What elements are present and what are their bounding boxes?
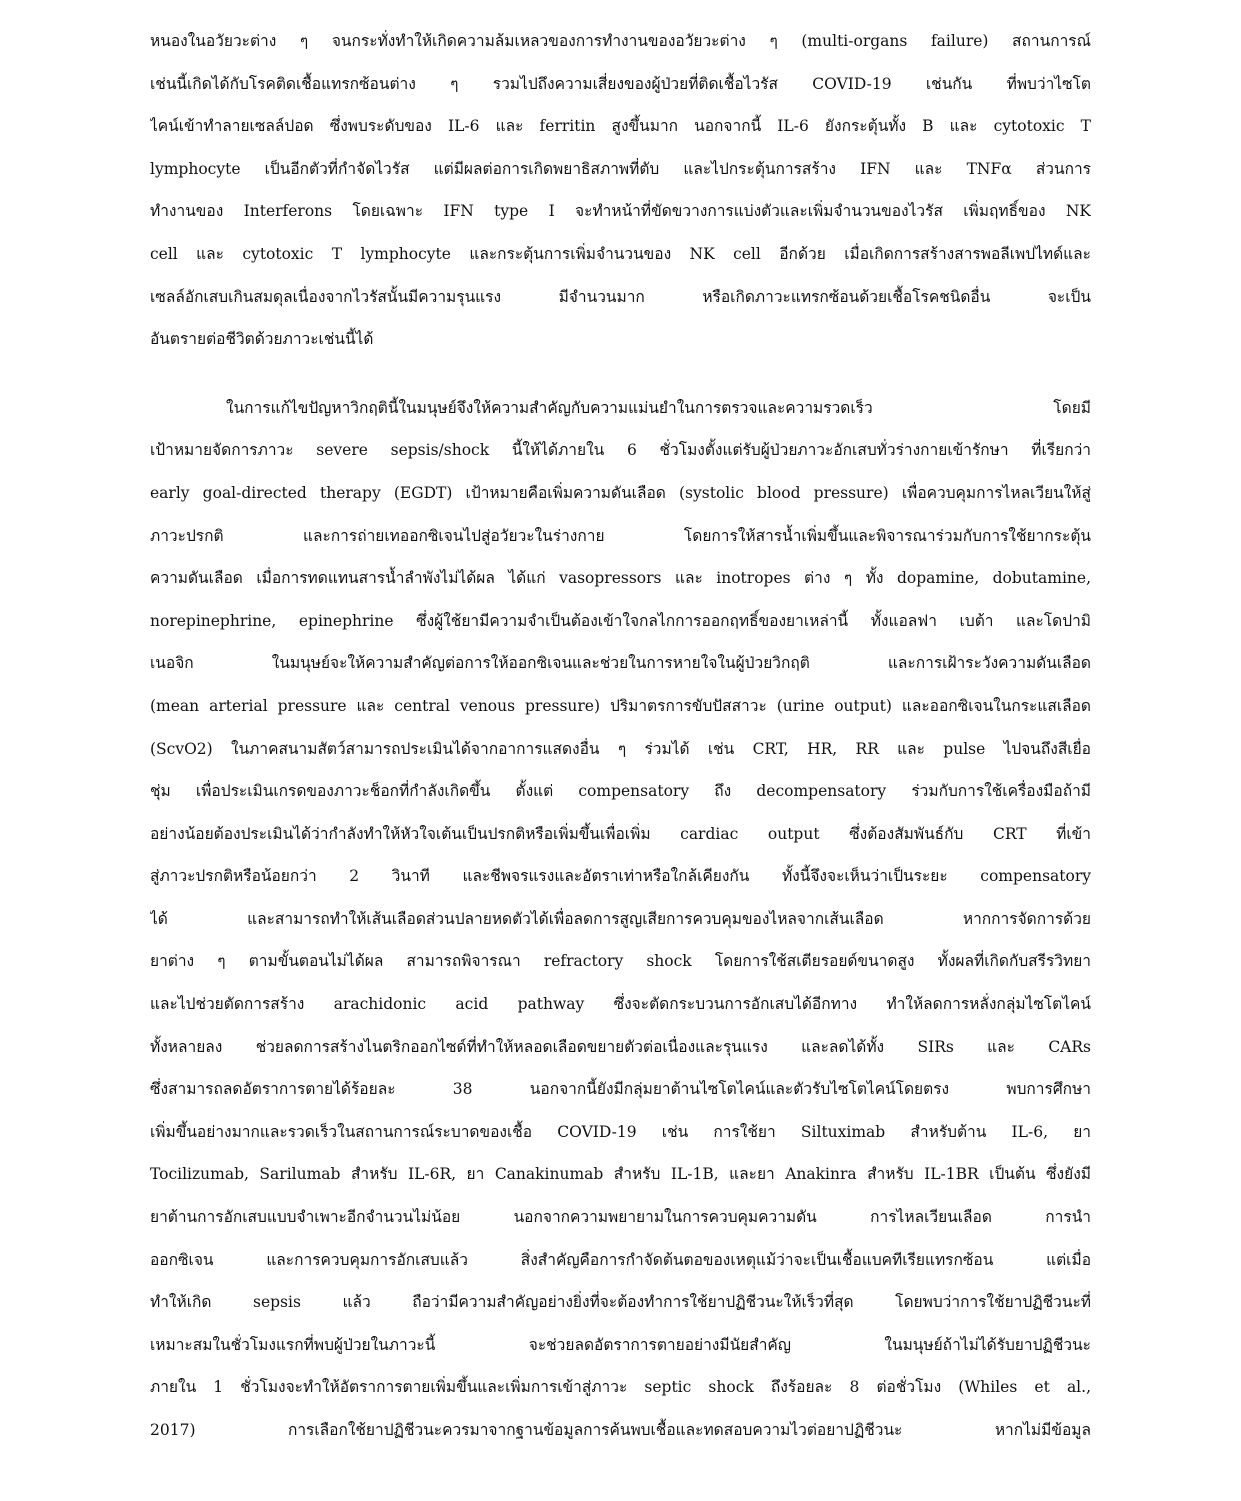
text-line: และไปช่วยตัดการสร้าง arachidonic acid pathway ซึ่งจะตัดกระบวนการอักเสบได้อีกทาง ทำให้ลดการหลั่งกลุ่มไซโตไคน์ bbox=[150, 995, 1091, 1014]
text-line: 2017) การเลือกใช้ยาปฏิชีวนะควรมาจากฐานข้อมูลการค้นพบเชื้อและทดสอบความไวต่อยาปฏิชีวนะ หากไม่มีข้อมูล bbox=[150, 1421, 1091, 1439]
text-line: norepinephrine, epinephrine ซึ่งผู้ใช้ยามีความจำเป็นต้องเข้าใจกลไกการออกฤทธิ์ของยาเหล่านี้ ทั้งแอลฟา เบต้า และโดปามิ bbox=[150, 611, 1091, 630]
paragraph-2 bbox=[150, 387, 1091, 1452]
text-line: ภายใน 1 ชั่วโมงจะทำให้อัตราการตายเพิ่มขึ้นและเพิ่มการเข้าสู่ภาวะ septic shock ถึงร้อยละ 8 ต่อชั่วโมง (Whiles et al., bbox=[150, 1378, 1091, 1397]
text-line: ความดันเลือด เมื่อการทดแทนสารน้ำลำพังไม่ได้ผล ได้แก่ vasopressors และ inotropes ต่าง ๆ ทั้ง dopamine, dobutamine, bbox=[150, 569, 1091, 588]
text-line: (ScvO2) ในภาคสนามสัตว์สามารถประเมินได้จากอาการแสดงอื่น ๆ ร่วมได้ เช่น CRT, HR, RR และ pulse ไปจนถึงสีเยื่อ bbox=[150, 739, 1091, 758]
text-line: ซึ่งสามารถลดอัตราการตายได้ร้อยละ 38 นอกจากนี้ยังมีกลุ่มยาต้านไซโตไคน์และตัวรับไซโตไคน์โดยตรง พบการศึกษา bbox=[150, 1080, 1091, 1099]
text-line: อย่างน้อยต้องประเมินได้ว่ากำลังทำให้หัวใจเต้นเป็นปรกติหรือเพิ่มขึ้นเพื่อเพิ่ม cardiac output ซึ่งต้องสัมพันธ์กับ CRT ที่เข้า bbox=[150, 824, 1091, 843]
text-line: ยาต่าง ๆ ตามขั้นตอนไม่ได้ผล สามารถพิจารณา refractory shock โดยการใช้สเตียรอยด์ขนาดสูง ทั้งผลที่เกิดกับสรีรวิทยา bbox=[150, 952, 1091, 971]
text-line: (mean arterial pressure และ central venous pressure) ปริมาตรการขับปัสสาวะ (urine output) และออกซิเจนในกระแสเลือด bbox=[150, 696, 1091, 715]
text-line: ทำให้เกิด sepsis แล้ว ถือว่ามีความสำคัญอย่างยิ่งที่จะต้องทำการใช้ยาปฏิชีวนะให้เร็วที่สุด โดยพบว่าการใช้ยาปฏิชีวนะที่ bbox=[150, 1293, 1091, 1312]
text-line: ทั้งหลายลง ช่วยลดการสร้างไนตริกออกไซด์ที่ทำให้หลอดเลือดขยายตัวต่อเนื่องและรุนแรง และลดได้ทั้ง SIRs และ CARs bbox=[150, 1037, 1091, 1056]
text-line: เหมาะสมในชั่วโมงแรกที่พบผู้ป่วยในภาวะนี้ จะช่วยลดอัตราการตายอย่างมีนัยสำคัญ ในมนุษย์ถ้าไม่ได้รับยาปฏิชีวนะ bbox=[150, 1335, 1091, 1354]
text-line: ได้ และสามารถทำให้เส้นเลือดส่วนปลายหดตัวได้เพื่อลดการสูญเสียการควบคุมของไหลจากเส้นเลือด หากการจัดการด้วย bbox=[150, 909, 1091, 928]
text-line: ไคน์เข้าทำลายเซลล์ปอด ซึ่งพบระดับของ IL-6 และ ferritin สูงขึ้นมาก นอกจากนี้ IL-6 ยังกระตุ้นทั้ง B และ cytotoxic T bbox=[150, 117, 1091, 136]
text-line: ทำงานของ Interferons โดยเฉพาะ IFN type I จะทำหน้าที่ขัดขวางการแบ่งตัวและเพิ่มจำนวนของไวรัส เพิ่มฤทธิ์ของ NK bbox=[150, 202, 1091, 221]
text-line: lymphocyte เป็นอีกตัวที่กำจัดไวรัส แต่มีผลต่อการเกิดพยาธิสภาพที่ตับ และไปกระตุ้นการสร้าง IFN และ TNFα ส่วนการ bbox=[150, 159, 1091, 178]
text-line: เพิ่มขึ้นอย่างมากและรวดเร็วในสถานการณ์ระบาดของเชื้อ COVID-19 เช่น การใช้ยา Siltuximab สำหรับต้าน IL-6, ยา bbox=[150, 1122, 1091, 1141]
text-line: cell และ cytotoxic T lymphocyte และกระตุ้นการเพิ่มจำนวนของ NK cell อีกด้วย เมื่อเกิดการสร้างสารพอลีเพปไทด์และ bbox=[150, 244, 1091, 263]
text-line: สู่ภาวะปรกติหรือน้อยกว่า 2 วินาที และชีพจรแรงและอัตราเท่าหรือใกล้เคียงกัน ทั้งนี้จึงจะเห็นว่าเป็นระยะ compensatory bbox=[150, 867, 1091, 886]
paragraph-spacer bbox=[150, 361, 1091, 387]
text-line-indented: ในการแก้ไขปัญหาวิกฤตินี้ในมนุษย์จึงให้ความสำคัญกับความแม่นยำในการตรวจและความรวดเร็ว โดยมี bbox=[226, 398, 1091, 417]
document-page bbox=[150, 20, 1091, 1452]
text-line: ออกซิเจน และการควบคุมการอักเสบแล้ว สิ่งสำคัญคือการกำจัดต้นตอของเหตุแม้ว่าจะเป็นเชื้อแบคทีเรียแทรกซ้อน แต่เมื่อ bbox=[150, 1250, 1091, 1269]
text-line: อันตรายต่อชีวิตด้วยภาวะเช่นนี้ได้ bbox=[150, 330, 374, 349]
text-line: ภาวะปรกติ และการถ่ายเทออกซิเจนไปสู่อวัยวะในร่างกาย โดยการให้สารน้ำเพิ่มขึ้นและพิจารณาร่วมกับการใช้ยากระตุ้น bbox=[150, 526, 1091, 545]
text-line: early goal-directed therapy (EGDT) เป้าหมายคือเพิ่มความดันเลือด (systolic blood pressure) เพื่อควบคุมการไหลเวียนให้สู่ bbox=[150, 483, 1091, 502]
text-line: Tocilizumab, Sarilumab สำหรับ IL-6R, ยา Canakinumab สำหรับ IL-1B, และยา Anakinra สำหรับ IL-1BR เป็นต้น ซึ่งยังมี bbox=[150, 1165, 1091, 1184]
text-line: เช่นนี้เกิดได้กับโรคติดเชื้อแทรกซ้อนต่าง ๆ รวมไปถึงความเสี่ยงของผู้ป่วยที่ติดเชื้อไวรัส COVID-19 เช่นกัน ที่พบว่าไซโต bbox=[150, 74, 1091, 93]
text-line: เซลล์อักเสบเกินสมดุลเนื่องจากไวรัสนั้นมีความรุนแรง มีจำนวนมาก หรือเกิดภาวะแทรกซ้อนด้วยเชื้อโรคชนิดอื่น จะเป็น bbox=[150, 287, 1091, 306]
paragraph-1 bbox=[150, 20, 1091, 361]
text-line: หนองในอวัยวะต่าง ๆ จนกระทั่งทำให้เกิดความล้มเหลวของการทำงานของอวัยวะต่าง ๆ (multi-organs failure) สถานการณ์ bbox=[150, 32, 1091, 50]
text-line: เนอจิก ในมนุษย์จะให้ความสำคัญต่อการให้ออกซิเจนและช่วยในการหายใจในผู้ป่วยวิกฤติ และการเฝ้าระวังความดันเลือด bbox=[150, 654, 1091, 673]
text-line: เป้าหมายจัดการภาวะ severe sepsis/shock นี้ให้ได้ภายใน 6 ชั่วโมงตั้งแต่รับผู้ป่วยภาวะอักเสบทั่วร่างกายเข้ารักษา ที่เรียกว่า bbox=[150, 441, 1091, 460]
text-line: ชุ่ม เพื่อประเมินเกรดของภาวะช็อกที่กำลังเกิดขึ้น ตั้งแต่ compensatory ถึง decompensatory ร่วมกับการใช้เครื่องมือถ้ามี bbox=[150, 782, 1091, 801]
text-line: ยาต้านการอักเสบแบบจำเพาะอีกจำนวนไม่น้อย นอกจากความพยายามในการควบคุมความดัน การไหลเวียนเลือด การนำ bbox=[150, 1208, 1091, 1227]
